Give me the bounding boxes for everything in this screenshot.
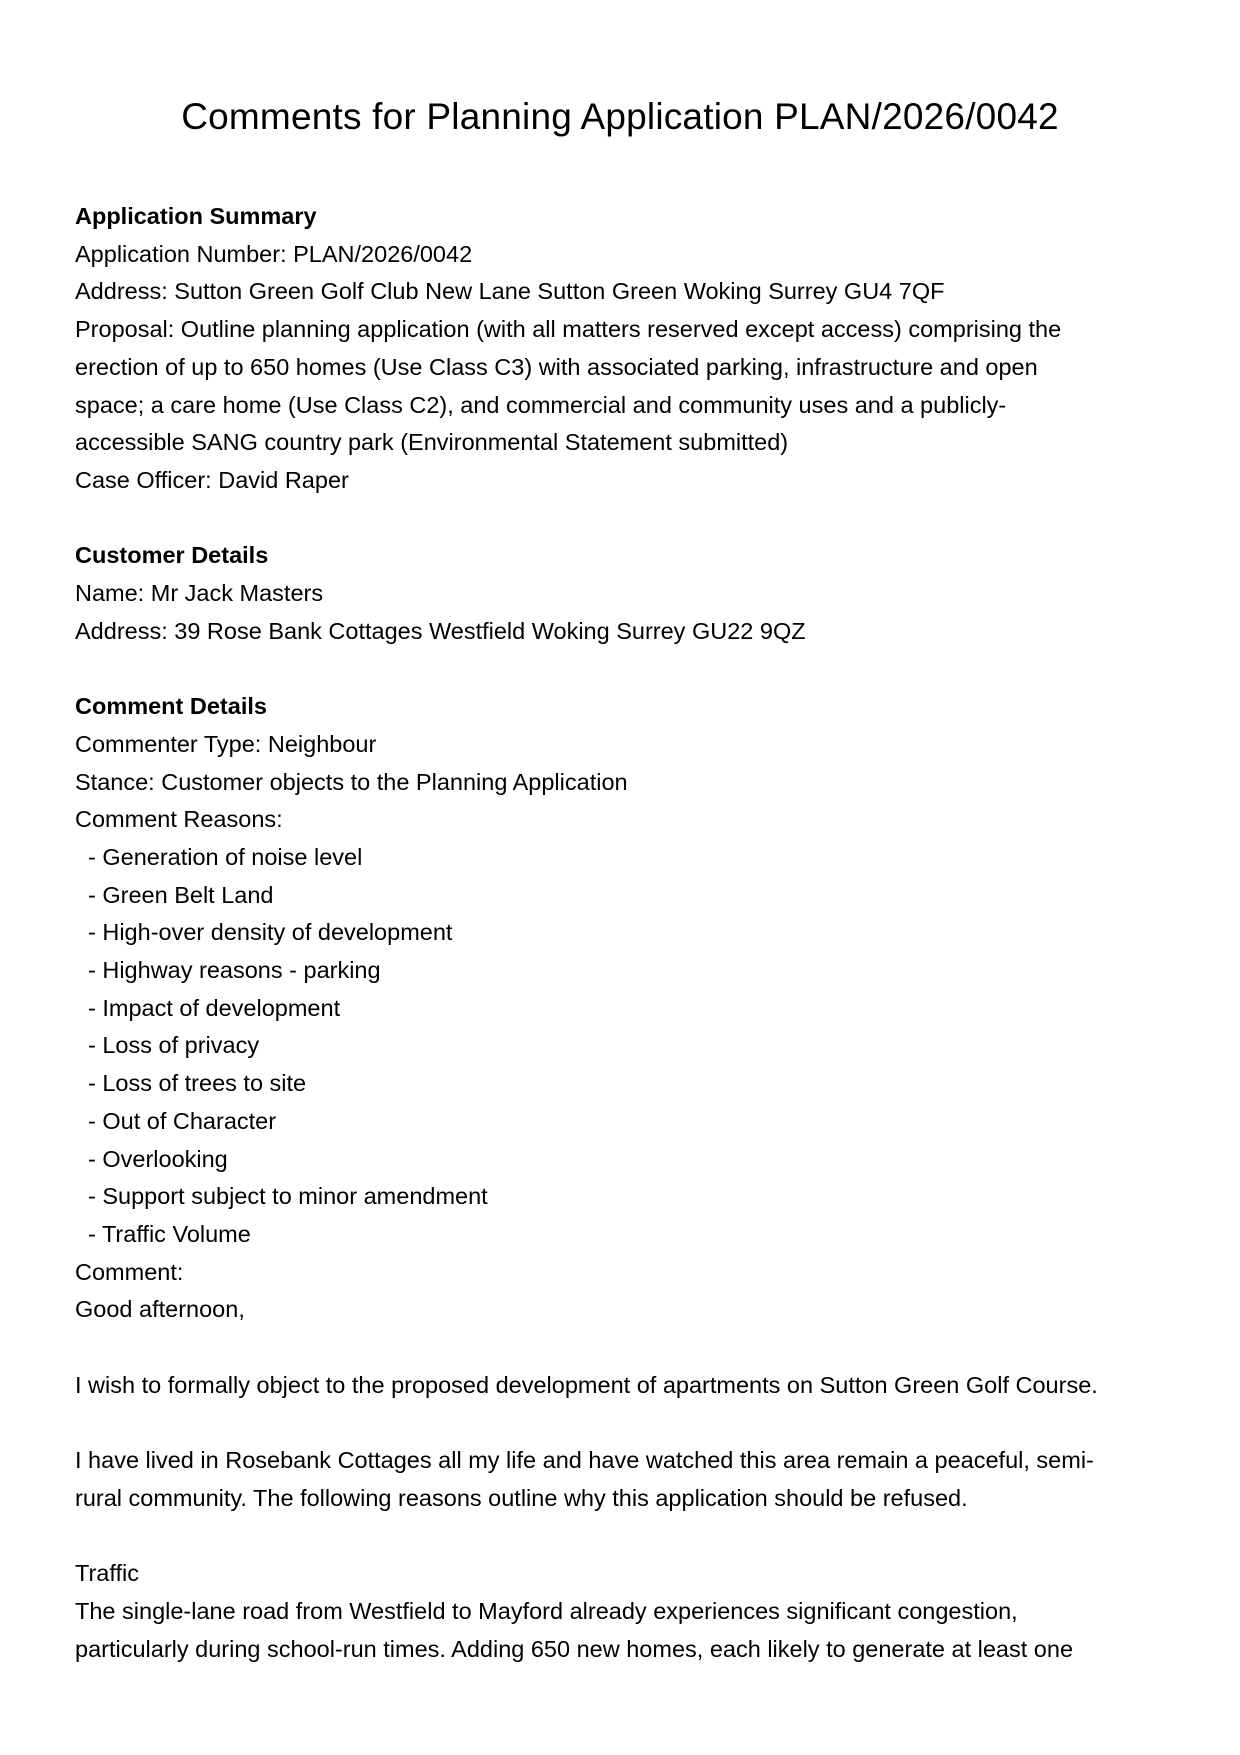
spacer [75, 1329, 1175, 1367]
comment-details-section [75, 688, 1175, 1668]
comment-reason-item: - Highway reasons - parking [75, 952, 1175, 990]
spacer [75, 650, 1175, 688]
document-body [75, 198, 1175, 1668]
page-title: Comments for Planning Application PLAN/2026/0042 [181, 96, 1059, 137]
comment-reasons-label: Comment Reasons: [75, 806, 283, 833]
comment-reason-item: - Out of Character [75, 1103, 1175, 1141]
spacer [75, 1404, 1175, 1442]
comment-reason-item: - High-over density of development [75, 914, 1175, 952]
comment-reason-item: - Overlooking [75, 1141, 1175, 1179]
customer-details-heading: Customer Details [75, 542, 269, 569]
proposal-line: accessible SANG country park (Environmental Statement submitted) [75, 429, 789, 456]
comment-paragraph-line: I have lived in Rosebank Cottages all my life and have watched this area remain a peaceful, semi- [75, 1447, 1094, 1474]
comment-greeting: Good afternoon, [75, 1296, 245, 1323]
proposal-line: Proposal: Outline planning application (with all matters reserved except access) comprising the [75, 316, 1062, 343]
commenter-type: Commenter Type: Neighbour [75, 730, 377, 757]
comment-reason-item: - Green Belt Land [75, 877, 1175, 915]
spacer [75, 1518, 1175, 1556]
customer-name: Name: Mr Jack Masters [75, 580, 324, 607]
comment-paragraph: I wish to formally object to the proposed development of apartments on Sutton Green Golf Course. [75, 1371, 1098, 1398]
application-address: Address: Sutton Green Golf Club New Lane Sutton Green Woking Surrey GU4 7QF [75, 278, 945, 305]
spacer [75, 500, 1175, 538]
application-summary-heading: Application Summary [75, 203, 317, 229]
comment-reason-item: - Loss of trees to site [75, 1065, 1175, 1103]
proposal-line: space; a care home (Use Class C2), and commercial and community uses and a publicly- [75, 391, 1007, 418]
traffic-paragraph-line: particularly during school-run times. Adding 650 new homes, each likely to generate at least one [75, 1635, 1074, 1662]
application-number: Application Number: PLAN/2026/0042 [75, 240, 473, 267]
comment-reasons-list [75, 839, 1175, 1254]
traffic-paragraph-line: The single-lane road from Westfield to Mayford already experiences significant congestion, [75, 1597, 1018, 1624]
comment-reason-item: - Generation of noise level [75, 839, 1175, 877]
comment-reason-item: - Support subject to minor amendment [75, 1178, 1175, 1216]
proposal-line: erection of up to 650 homes (Use Class C3) with associated parking, infrastructure and open [75, 353, 1038, 380]
customer-address: Address: 39 Rose Bank Cottages Westfield Woking Surrey GU22 9QZ [75, 617, 806, 644]
comment-label: Comment: [75, 1258, 184, 1285]
stance: Stance: Customer objects to the Planning Application [75, 768, 628, 795]
customer-details-section [75, 537, 1175, 650]
comment-reason-item: - Impact of development [75, 990, 1175, 1028]
comment-details-heading: Comment Details [75, 693, 267, 720]
comment-reason-item: - Loss of privacy [75, 1027, 1175, 1065]
application-summary-section [75, 198, 1175, 500]
traffic-heading: Traffic [75, 1560, 139, 1587]
case-officer: Case Officer: David Raper [75, 466, 349, 493]
comment-paragraph-line: rural community. The following reasons outline why this application should be refused. [75, 1484, 968, 1511]
comment-reason-item: - Traffic Volume [75, 1216, 1175, 1254]
